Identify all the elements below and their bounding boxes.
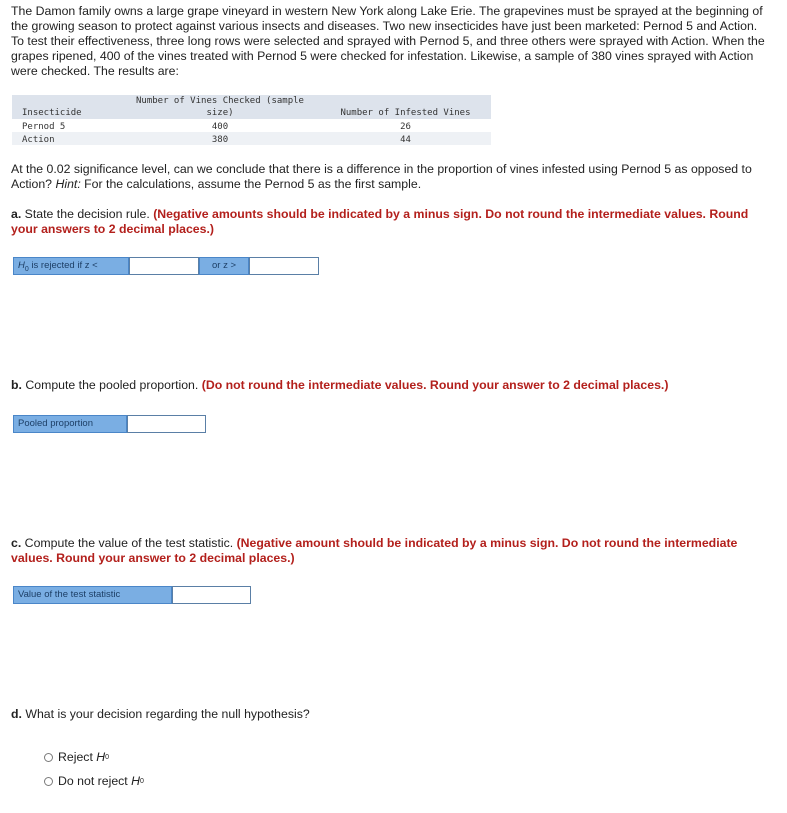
or-label: or z > (199, 257, 249, 275)
col-header-infested: Number of Infested Vines (320, 95, 491, 119)
test-statistic-label: Value of the test statistic (13, 586, 172, 604)
question-text: At the 0.02 significance level, can we conclude that there is a difference in the proportion of vines infested using Pernod 5 as opposed to Action? Hint: For the calculations, assume the Pernod 5 as the first sample. (11, 162, 752, 191)
test-statistic-row (13, 586, 251, 604)
upper-critical-input[interactable] (249, 257, 319, 275)
test-statistic-input[interactable] (172, 586, 251, 604)
cell-infested: 26 (320, 119, 491, 132)
option-reject[interactable]: Reject H 0 (44, 750, 109, 764)
cell-insecticide: Pernod 5 (12, 119, 120, 132)
col-header-vines-checked: Number of Vines Checked (sample size) (120, 95, 320, 119)
radio-button[interactable] (44, 777, 53, 786)
decision-rule-row (13, 257, 319, 275)
results-table (12, 95, 491, 145)
col-header-insecticide: Insecticide (12, 95, 120, 119)
hint-label: Hint: (55, 177, 81, 191)
cell-checked: 380 (120, 132, 320, 145)
part-a-prompt: a. State the decision rule. (Negative amounts should be indicated by a minus sign. Do not round the intermediate values. Round your answers to 2 decimal places.) (11, 207, 749, 236)
part-b-prompt: b. Compute the pooled proportion. (Do not round the intermediate values. Round your answer to 2 decimal places.) (11, 378, 669, 392)
cell-checked: 400 (120, 119, 320, 132)
part-d-prompt: d. What is your decision regarding the null hypothesis? (11, 707, 310, 721)
problem-intro: The Damon family owns a large grape vineyard in western New York along Lake Erie. The grapevines must be sprayed at the beginning of the growing season to protect against various insects and diseases. Two new insecticides have just been marketed: Pernod 5 and Action. To test their effectiveness, three long rows were selected and sprayed with Pernod 5, and three others were sprayed with Action. When the grapes ripened, 400 of the vines treated with Pernod 5 were checked for infestation. Likewise, a sample of 380 vines sprayed with Action were checked. The results are: (11, 4, 765, 78)
cell-infested: 44 (320, 132, 491, 145)
decision-rule-label: $H_0$ is rejected if z < (13, 257, 129, 275)
part-c-prompt: c. Compute the value of the test statistic. (Negative amount should be indicated by a minus sign. Do not round the intermediate values. Round your answer to 2 decimal places.) (11, 536, 738, 565)
option-do-not-reject[interactable]: Do not reject H 0 (44, 774, 144, 788)
pooled-proportion-row (13, 415, 206, 433)
table-header-row (12, 95, 491, 119)
lower-critical-input[interactable] (129, 257, 199, 275)
table-row (12, 119, 491, 132)
pooled-proportion-label: Pooled proportion (13, 415, 127, 433)
pooled-proportion-input[interactable] (127, 415, 206, 433)
table-row (12, 132, 491, 145)
radio-button[interactable] (44, 753, 53, 762)
cell-insecticide: Action (12, 132, 120, 145)
